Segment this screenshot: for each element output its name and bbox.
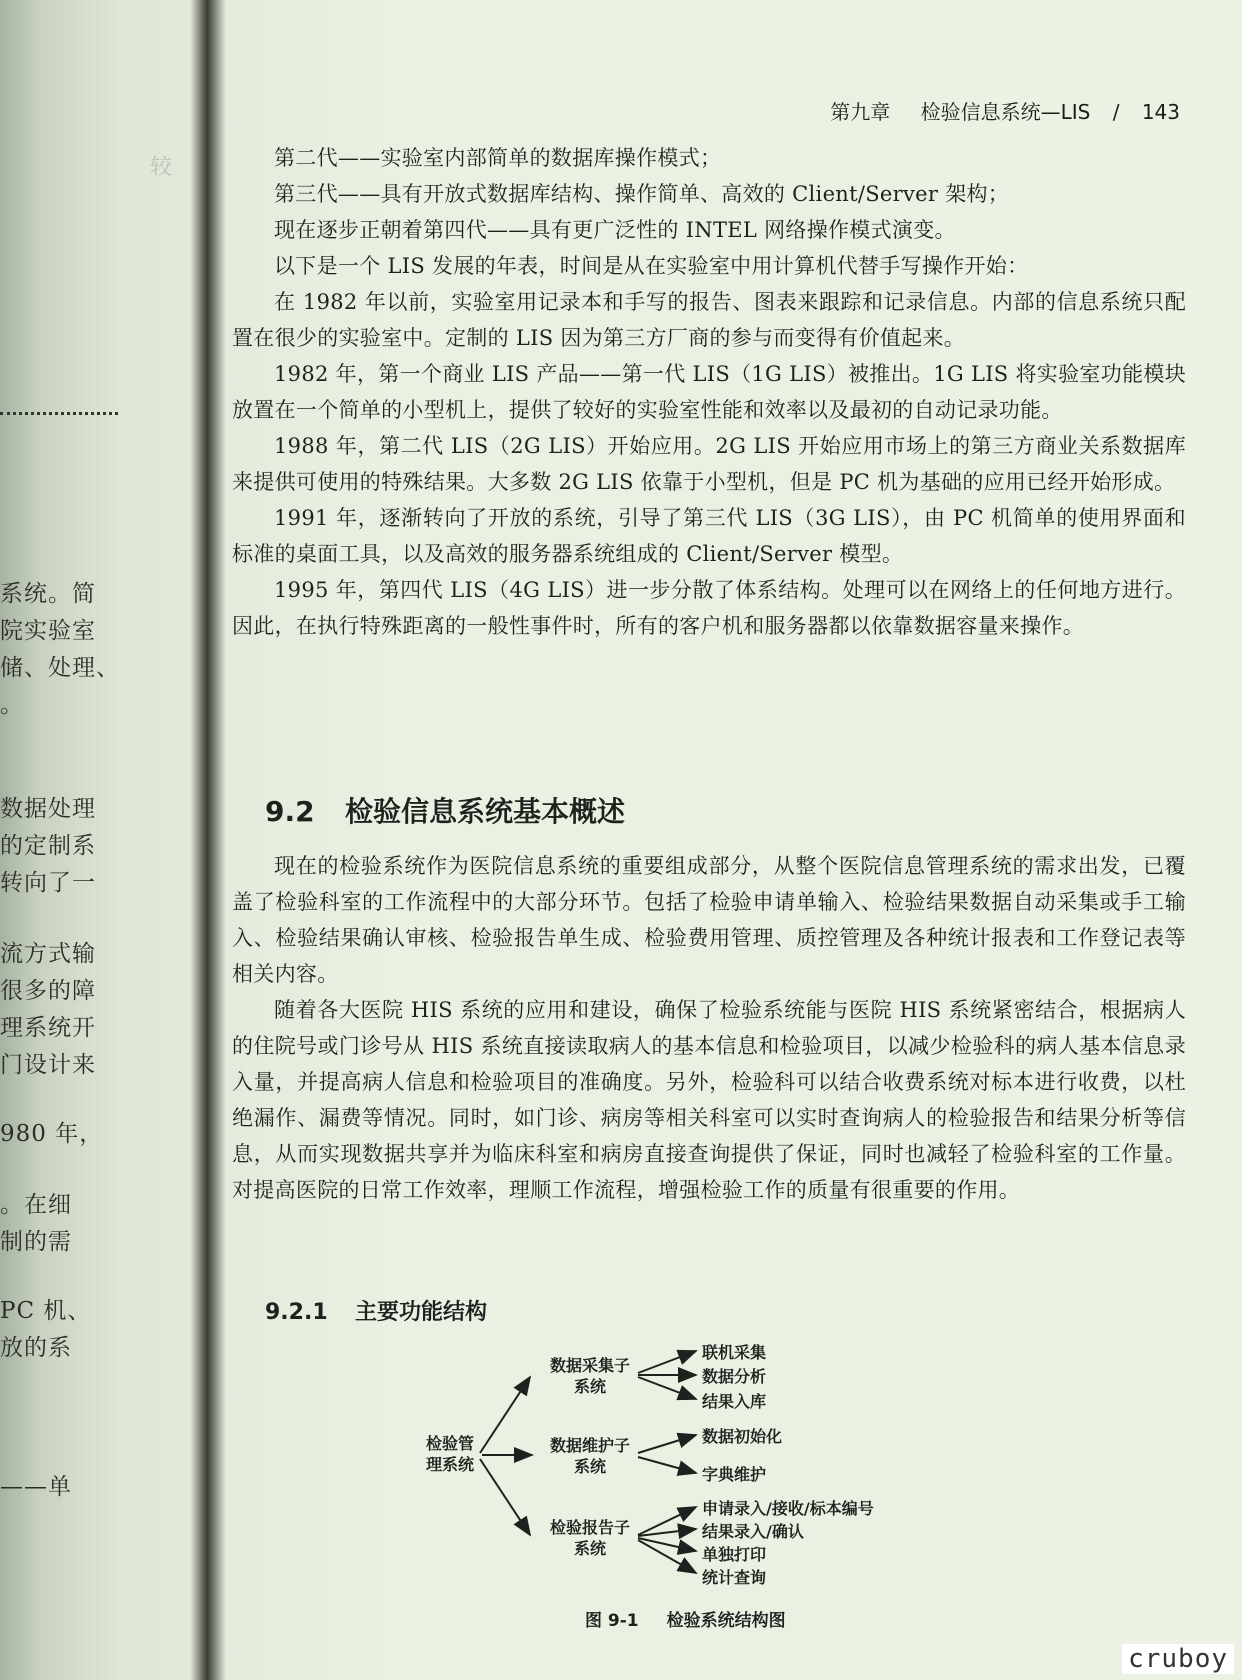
leaf-node: 统计查询 xyxy=(702,1568,767,1587)
figure-number: 图 9-1 xyxy=(585,1611,639,1631)
head-separator: / xyxy=(1112,100,1120,124)
leaf-node: 单独打印 xyxy=(702,1545,767,1564)
leaf-node: 数据初始化 xyxy=(702,1427,783,1446)
root-node: 检验管 理系统 xyxy=(425,1434,474,1474)
left-line: 流方式输 xyxy=(0,941,96,967)
left-line: 系统。简 xyxy=(0,581,96,607)
figure-caption xyxy=(585,1606,786,1631)
faint-bleedthrough: 较 xyxy=(150,155,173,180)
dotted-rule xyxy=(0,412,118,415)
left-line: 转向了一 xyxy=(0,870,96,896)
paragraph: 1988 年，第二代 LIS（2G LIS）开始应用。2G LIS 开始应用市场上的第三方商业关系数据库来提供可使用的特殊结果。大多数 2G LIS 依靠于小型机，但是 PC 机为基础的应用已经开始形成。 xyxy=(232,434,1186,494)
watermark: cruboy xyxy=(1122,1644,1234,1674)
leaf-node: 数据分析 xyxy=(702,1367,767,1386)
running-head xyxy=(806,96,1180,125)
branch-node-maintain: 数据维护子 系统 xyxy=(549,1436,630,1476)
paragraph: 1995 年，第四代 LIS（4G LIS）进一步分散了体系结构。处理可以在网络上的任何地方进行。因此，在执行特殊距离的一般性事件时，所有的客户机和服务器都以依靠数据容量来操作。 xyxy=(232,578,1186,638)
leaf-node: 结果录入/确认 xyxy=(702,1522,804,1541)
section-text xyxy=(232,848,1186,1208)
leaf-node: 结果入库 xyxy=(702,1392,767,1411)
section-number: 9.2 xyxy=(265,795,315,828)
main-text xyxy=(232,140,1186,644)
paragraph: 第三代——具有开放式数据库结构、操作简单、高效的 Client/Server 架构； xyxy=(274,182,1010,206)
left-line: 制的需 xyxy=(0,1229,72,1255)
left-line: 院实验室 xyxy=(0,618,96,644)
paragraph: 1982 年，第一个商业 LIS 产品——第一代 LIS（1G LIS）被推出。1G LIS 将实验室功能模块放置在一个简单的小型机上，提供了较好的实验室性能和效率以及最初的自动记录功能。 xyxy=(232,362,1186,422)
left-line: PC 机、 xyxy=(0,1298,92,1324)
left-line: 储、处理、 xyxy=(0,655,120,681)
paragraph: 第二代——实验室内部简单的数据库操作模式； xyxy=(274,146,722,170)
arrow-root-to-report xyxy=(480,1459,530,1535)
left-line: 。在细 xyxy=(0,1192,72,1218)
arrow-collect-leaf1 xyxy=(638,1351,696,1373)
branch-node-report: 检验报告子 系统 xyxy=(549,1518,630,1558)
leaf-node: 联机采集 xyxy=(702,1343,767,1362)
page-number: 143 xyxy=(1141,100,1180,124)
branch-node-collect: 数据采集子 系统 xyxy=(549,1356,630,1396)
chapter-title: 检验信息系统—LIS xyxy=(920,100,1091,124)
subsection-title: 主要功能结构 xyxy=(355,1300,488,1325)
arrow-collect-leaf3 xyxy=(638,1377,696,1399)
paragraph: 随着各大医院 HIS 系统的应用和建设，确保了检验系统能与医院 HIS 系统紧密结合，根据病人的住院号或门诊号从 HIS 系统直接读取病人的基本信息和检验项目，以减少检验科的病人基本信息录入量，并提高病人信息和检验项目的准确度。另外，检验科可以结合收费系统对标本进行收费，以杜绝漏作、漏费等情况。同时，如门诊、病房等相关科室可以实时查询病人的检验报告和结果分析等信息，从而实现数据共享并为临床科室和病房直接查询提供了保证，同时也减轻了检验科室的工作量。对提高医院的日常工作效率，理顺工作流程，增强检验工作的质量有很重要的作用。 xyxy=(232,998,1186,1202)
figure-title: 检验系统结构图 xyxy=(666,1611,786,1631)
structure-diagram xyxy=(420,1335,980,1605)
chapter-label: 第九章 xyxy=(830,100,891,124)
paragraph: 以下是一个 LIS 发展的年表，时间是从在实验室中用计算机代替手写操作开始： xyxy=(274,254,1029,278)
left-line: 很多的障 xyxy=(0,978,96,1004)
arrow-maintain-leaf1 xyxy=(638,1435,696,1453)
facing-page-fragment xyxy=(0,0,206,1680)
left-line: ——单 xyxy=(0,1474,72,1500)
subsection-heading xyxy=(265,1295,487,1326)
paragraph: 在 1982 年以前，实验室用记录本和手写的报告、图表来跟踪和记录信息。内部的信息系统只配置在很少的实验室中。定制的 LIS 因为第三方厂商的参与而变得有价值起来。 xyxy=(232,290,1186,350)
paragraph: 现在的检验系统作为医院信息系统的重要组成部分，从整个医院信息管理系统的需求出发，已覆盖了检验科室的工作流程中的大部分环节。包括了检验申请单输入、检验结果数据自动采集或手工输入、检验结果确认审核、检验报告单生成、检验费用管理、质控管理及各种统计报表和工作登记表等相关内容。 xyxy=(232,854,1186,986)
left-line: 的定制系 xyxy=(0,833,96,859)
left-line: 。 xyxy=(0,692,24,718)
left-line: 数据处理 xyxy=(0,796,96,822)
leaf-node: 字典维护 xyxy=(702,1465,767,1484)
left-line: 门设计来 xyxy=(0,1052,96,1078)
left-line: 放的系 xyxy=(0,1335,72,1361)
arrow-maintain-leaf2 xyxy=(638,1457,696,1473)
leaf-node: 申请录入/接收/标本编号 xyxy=(702,1499,874,1518)
paragraph: 现在逐步正朝着第四代——具有更广泛性的 INTEL 网络操作模式演变。 xyxy=(274,218,956,242)
paragraph: 1991 年，逐渐转向了开放的系统，引导了第三代 LIS（3G LIS），由 PC 机简单的使用界面和标准的桌面工具，以及高效的服务器系统组成的 Client/Server 模型。 xyxy=(232,506,1186,566)
left-line: 理系统开 xyxy=(0,1015,96,1041)
subsection-number: 9.2.1 xyxy=(265,1300,328,1325)
diagram-arrows xyxy=(420,1335,980,1605)
arrow-root-to-collect xyxy=(480,1377,530,1453)
section-heading xyxy=(265,790,625,830)
section-title: 检验信息系统基本概述 xyxy=(345,795,626,828)
left-line: 980 年， xyxy=(0,1121,104,1147)
